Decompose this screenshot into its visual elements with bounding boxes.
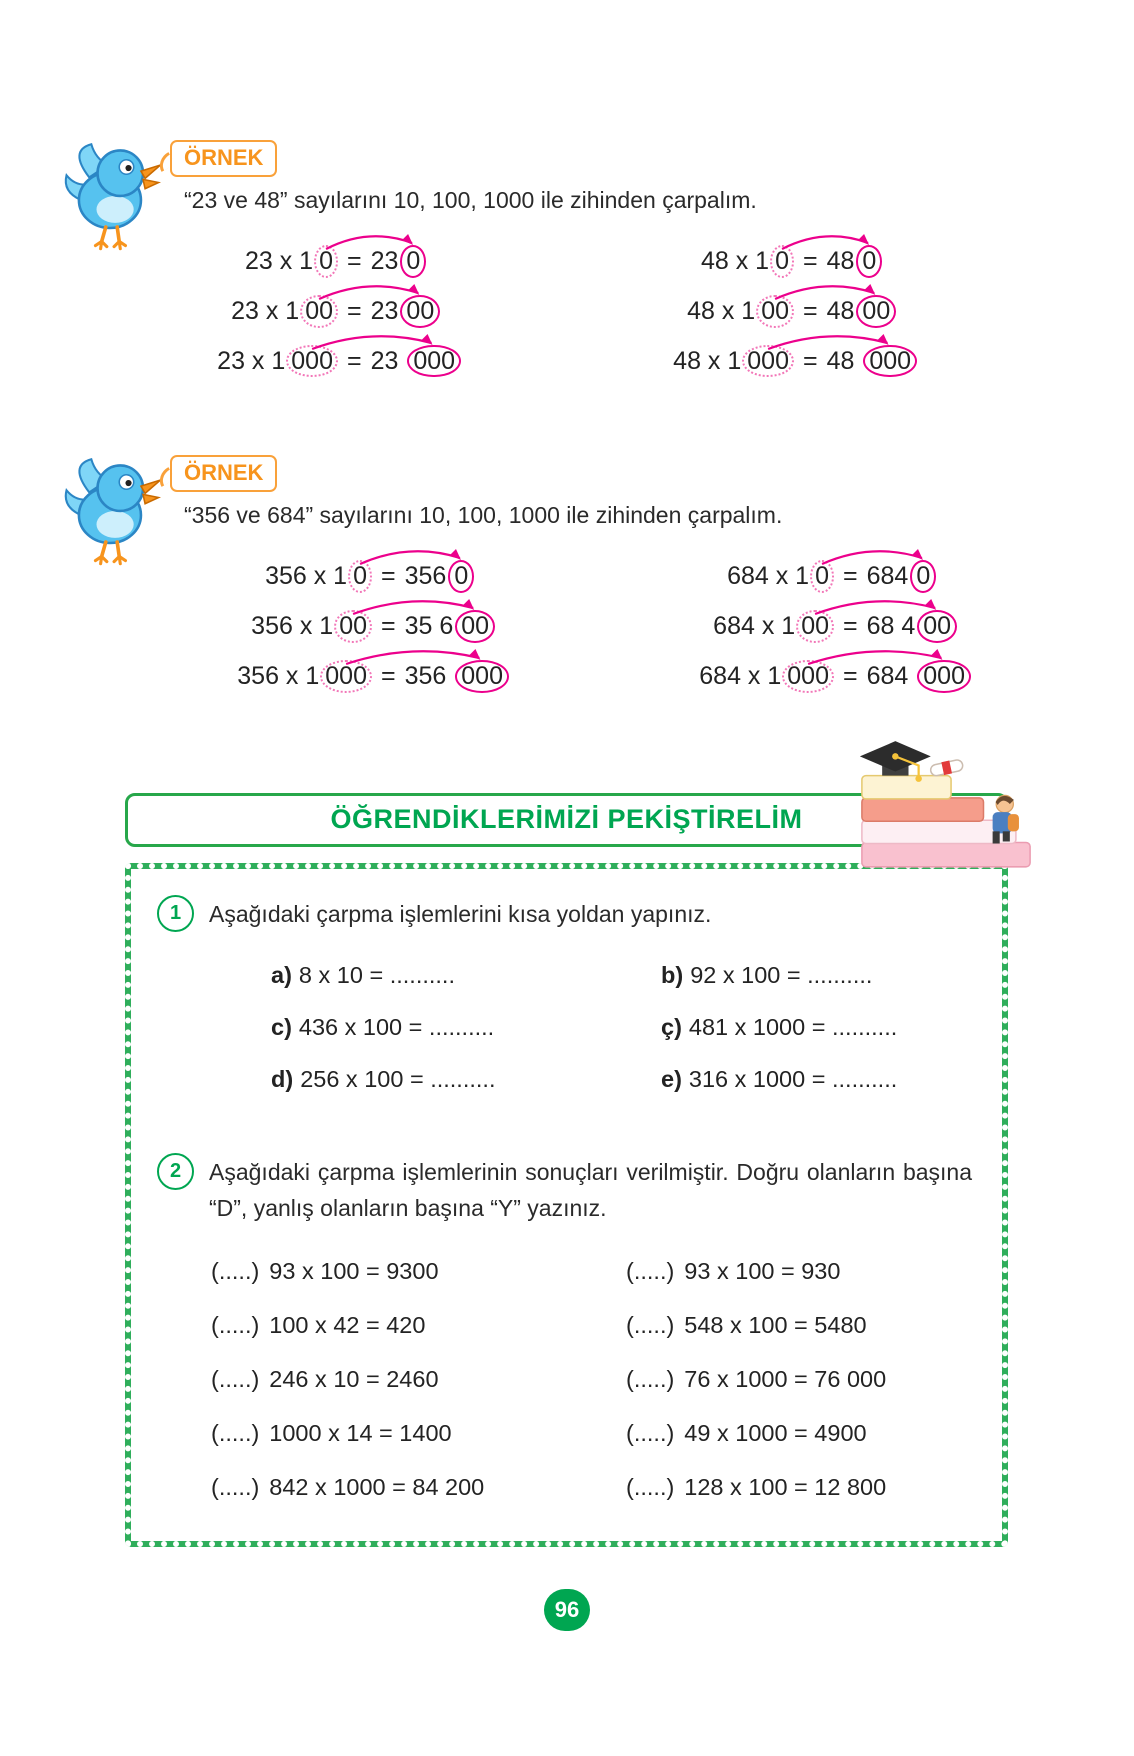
multiplier-zeros: 0 (314, 245, 338, 278)
result-zeros: 0 (400, 245, 426, 278)
item-expression: 128 x 100 = 12 800 (684, 1474, 887, 1501)
item-expression: 316 x 1000 = .......... (688, 1066, 898, 1093)
exercise-item (626, 1258, 972, 1285)
equals-sign: = (843, 562, 858, 591)
result-zeros: 0 (910, 560, 936, 593)
answer-blank: (.....) (626, 1366, 675, 1393)
item-expression: 481 x 1000 = .......... (688, 1014, 898, 1041)
reinforce-title: ÖĞRENDİKLERİMİZİ PEKİŞTİRELİM (330, 804, 803, 834)
result-zeros: 00 (917, 610, 957, 643)
equation-row (648, 610, 1080, 643)
item-letter: e) (661, 1066, 682, 1093)
answer-blank: (.....) (626, 1474, 675, 1501)
answer-blank: (.....) (211, 1420, 260, 1447)
multiplier-zeros: 00 (300, 295, 338, 328)
equation-rhs: 23 000 (371, 345, 461, 378)
exercise-prompt: Aşağıdaki çarpma işlemlerini kısa yoldan yapınız. (209, 900, 712, 927)
result-zeros: 00 (856, 295, 896, 328)
example-intro: “356 ve 684” sayılarını 10, 100, 1000 ile zihinden çarpalım. (184, 502, 783, 529)
equals-sign: = (381, 661, 396, 690)
exercise-item (626, 1312, 972, 1339)
result-zeros: 00 (400, 295, 440, 328)
exercise-item (626, 1420, 972, 1447)
equation-row (642, 345, 1040, 378)
item-expression: 93 x 100 = 9300 (269, 1258, 439, 1285)
multiplier-zeros: 000 (286, 345, 338, 378)
item-expression: 1000 x 14 = 1400 (269, 1420, 452, 1447)
exercise-1 (157, 897, 972, 1094)
multiplier-zeros: 00 (796, 610, 834, 643)
equation-row (186, 345, 584, 378)
textbook-page (0, 140, 1134, 1756)
exercise-item (211, 1474, 626, 1501)
example-intro: “23 ve 48” sayılarını 10, 100, 1000 ile zihinden çarpalım. (184, 187, 757, 213)
result-zeros: 0 (856, 245, 882, 278)
exercises-box (125, 863, 1008, 1548)
equals-sign: = (347, 296, 362, 325)
multiplier-zeros: 000 (782, 660, 834, 693)
equals-sign: = (843, 661, 858, 690)
equation-row (186, 660, 618, 693)
equation-rhs: 35 6 00 (405, 610, 495, 643)
equals-sign: = (803, 296, 818, 325)
multiplier-zeros: 00 (756, 295, 794, 328)
bird-mascot-icon (60, 136, 164, 258)
example-block-2 (0, 455, 1134, 692)
equation-grid (186, 543, 1134, 692)
answer-blank: (.....) (211, 1474, 260, 1501)
equation-rhs: 48 000 (827, 345, 917, 378)
item-expression: 92 x 100 = .......... (690, 962, 873, 989)
answer-blank: (.....) (211, 1366, 260, 1393)
item-expression: 100 x 42 = 420 (269, 1312, 426, 1339)
result-zeros: 000 (863, 345, 917, 378)
equals-sign: = (347, 346, 362, 375)
ornek-label (170, 140, 277, 177)
exercise-items (271, 962, 972, 1093)
example-block-1 (0, 140, 1134, 377)
equation-rhs: 684 0 (867, 560, 937, 593)
item-letter: b) (661, 962, 684, 989)
equation-rhs: 48 0 (827, 245, 883, 278)
equation-rhs: 48 00 (827, 295, 897, 328)
item-expression: 49 x 1000 = 4900 (684, 1420, 867, 1447)
item-expression: 436 x 100 = .......... (298, 1014, 495, 1041)
equals-sign: = (803, 346, 818, 375)
equals-sign: = (803, 247, 818, 275)
exercise-2 (157, 1155, 972, 1501)
result-zeros: 000 (455, 660, 509, 693)
answer-blank: (.....) (211, 1258, 260, 1285)
equation-lhs: 48 x 1 000 (642, 345, 794, 378)
exercise-item (626, 1474, 972, 1501)
equation-grid (186, 228, 1134, 377)
ornek-label-text: ÖRNEK (184, 460, 264, 486)
result-zeros: 000 (407, 345, 461, 378)
equation-column (186, 543, 618, 692)
multiplier-zeros: 0 (770, 245, 794, 278)
exercise-item (271, 962, 661, 989)
result-zeros: 0 (448, 560, 474, 593)
exercise-item (211, 1258, 626, 1285)
item-expression: 548 x 100 = 5480 (684, 1312, 867, 1339)
item-expression: 246 x 10 = 2460 (269, 1366, 439, 1393)
equation-rhs: 684 000 (867, 660, 971, 693)
exercise-item (211, 1366, 626, 1393)
result-zeros: 00 (455, 610, 495, 643)
exercise-item (271, 1066, 661, 1093)
bird-mascot-icon (60, 451, 164, 573)
answer-blank: (.....) (626, 1420, 675, 1447)
answer-blank: (.....) (211, 1312, 260, 1339)
multiplier-zeros: 0 (810, 560, 834, 593)
item-expression: 8 x 10 = .......... (298, 962, 455, 989)
equation-lhs: 356 x 1 0 (186, 560, 372, 593)
exercise-number-badge: 1 (157, 895, 194, 932)
exercise-item (271, 1014, 661, 1041)
equation-row (648, 660, 1080, 693)
equation-lhs: 23 x 1 000 (186, 345, 338, 378)
result-zeros: 000 (917, 660, 971, 693)
equation-lhs: 684 x 1 0 (648, 560, 834, 593)
equation-row (186, 295, 584, 328)
equation-column (648, 543, 1080, 692)
exercise-item (661, 1014, 972, 1041)
equals-sign: = (381, 612, 396, 640)
page-number-badge: 96 (544, 1589, 590, 1631)
equation-row (186, 560, 618, 593)
equation-rhs: 68 4 00 (867, 610, 957, 643)
equation-rhs: 23 0 (371, 245, 427, 278)
answer-blank: (.....) (626, 1258, 675, 1285)
item-letter: c) (271, 1014, 292, 1041)
multiplier-zeros: 00 (334, 610, 372, 643)
exercise-items (211, 1258, 972, 1501)
multiplier-zeros: 000 (742, 345, 794, 378)
equation-row (648, 560, 1080, 593)
equation-row (186, 610, 618, 643)
equals-sign: = (347, 247, 362, 275)
exercise-item (626, 1366, 972, 1393)
books-stairs-illustration (848, 729, 1044, 881)
exercise-prompt: Aşağıdaki çarpma işlemlerinin sonuçları verilmiştir. Doğru olanların başına “D”, yanlış olanların başına “Y” yazınız. (209, 1159, 972, 1221)
multiplier-zeros: 000 (320, 660, 372, 693)
equation-rhs: 356 000 (405, 660, 509, 693)
reinforce-header (125, 793, 1008, 847)
item-letter: ç) (661, 1014, 682, 1041)
item-letter: d) (271, 1066, 294, 1093)
item-expression: 842 x 1000 = 84 200 (269, 1474, 485, 1501)
equation-lhs: 684 x 1 00 (648, 610, 834, 643)
exercise-number-badge: 2 (157, 1153, 194, 1190)
equation-row (186, 245, 584, 278)
item-expression: 76 x 1000 = 76 000 (684, 1366, 887, 1393)
item-expression: 93 x 100 = 930 (684, 1258, 841, 1285)
equation-rhs: 356 0 (405, 560, 475, 593)
multiplier-zeros: 0 (348, 560, 372, 593)
equation-lhs: 48 x 1 0 (642, 245, 794, 278)
equals-sign: = (843, 612, 858, 640)
equals-sign: = (381, 562, 396, 591)
ornek-label (170, 455, 277, 492)
equation-lhs: 356 x 1 000 (186, 660, 372, 693)
item-letter: a) (271, 962, 292, 989)
equation-lhs: 23 x 1 0 (186, 245, 338, 278)
equation-column (642, 228, 1040, 377)
exercise-item (661, 962, 972, 989)
item-expression: 256 x 100 = .......... (300, 1066, 496, 1093)
equation-rhs: 23 00 (371, 295, 441, 328)
exercise-item (661, 1066, 972, 1093)
equation-row (642, 295, 1040, 328)
answer-blank: (.....) (626, 1312, 675, 1339)
equation-row (642, 245, 1040, 278)
equation-lhs: 356 x 1 00 (186, 610, 372, 643)
equation-lhs: 48 x 1 00 (642, 295, 794, 328)
exercise-item (211, 1420, 626, 1447)
equation-column (186, 228, 584, 377)
equation-lhs: 684 x 1 000 (648, 660, 834, 693)
equation-lhs: 23 x 1 00 (186, 295, 338, 328)
ornek-label-text: ÖRNEK (184, 145, 264, 170)
exercise-item (211, 1312, 626, 1339)
